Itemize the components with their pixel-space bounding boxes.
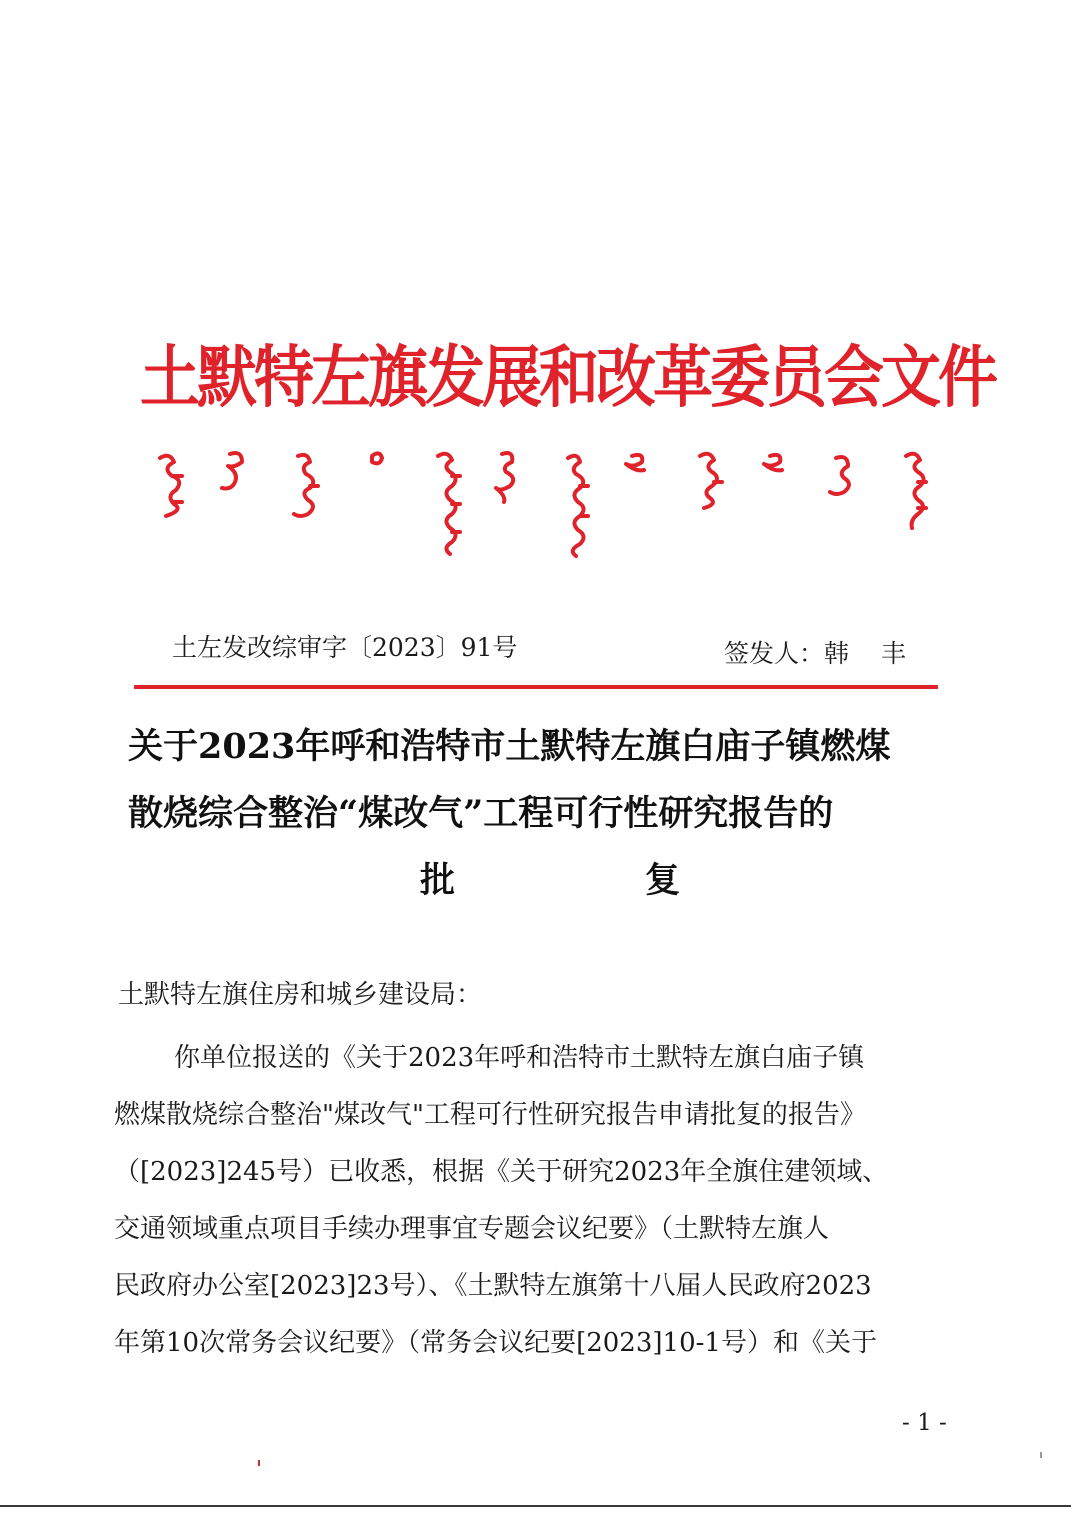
headline-line-1: 关于2023年呼和浩特市土默特左旗白庙子镇燃煤 (128, 726, 891, 767)
mongolian-script-line (148, 446, 938, 566)
scan-speck (258, 1460, 260, 1466)
red-divider (134, 685, 938, 689)
document-headline (128, 713, 958, 901)
body-line: 年第10次常务会议纪要》（常务会议纪要[2023]10-1号）和《关于 (114, 1328, 877, 1358)
headline-word-right: 复 (644, 860, 680, 901)
headline-line-2: 散烧综合整治“煤改气”工程可行性研究报告的 (128, 793, 834, 834)
scan-speck (1040, 1452, 1042, 1458)
headline-line-3 (420, 847, 680, 914)
page-number: - 1 - (902, 1410, 947, 1436)
headline-word-left: 批 (420, 860, 456, 901)
body-line: （[2023]245号）已收悉，根据《关于研究2023年全旗住建领域、 (114, 1157, 889, 1187)
body-line: 你单位报送的《关于2023年呼和浩特市土默特左旗白庙子镇 (174, 1043, 865, 1073)
signer-name-first: 韩 (824, 639, 850, 668)
body-line: 燃煤散烧综合整治"煤改气"工程可行性研究报告申请批复的报告》 (114, 1100, 866, 1130)
signer-label: 签发人： (724, 639, 825, 668)
mongolian-script-graphic (148, 446, 938, 566)
signer-name-second: 丰 (881, 639, 907, 668)
body-line: 交通领域重点项目手续办理事宜专题会议纪要》（土默特左旗人 (114, 1214, 830, 1244)
scan-edge-line (0, 1505, 1071, 1507)
salutation: 土默特左旗住房和城乡建设局： (118, 980, 483, 1010)
body-paragraph (114, 1030, 956, 1372)
body-line: 民政府办公室[2023]23号）、《土默特左旗第十八届人民政府2023 (114, 1271, 872, 1301)
document-number: 土左发改综审字〔2023〕91号 (172, 633, 518, 662)
signer (724, 636, 906, 672)
letterhead-title: 土默特左旗发展和改革委员会文件 (140, 338, 995, 418)
